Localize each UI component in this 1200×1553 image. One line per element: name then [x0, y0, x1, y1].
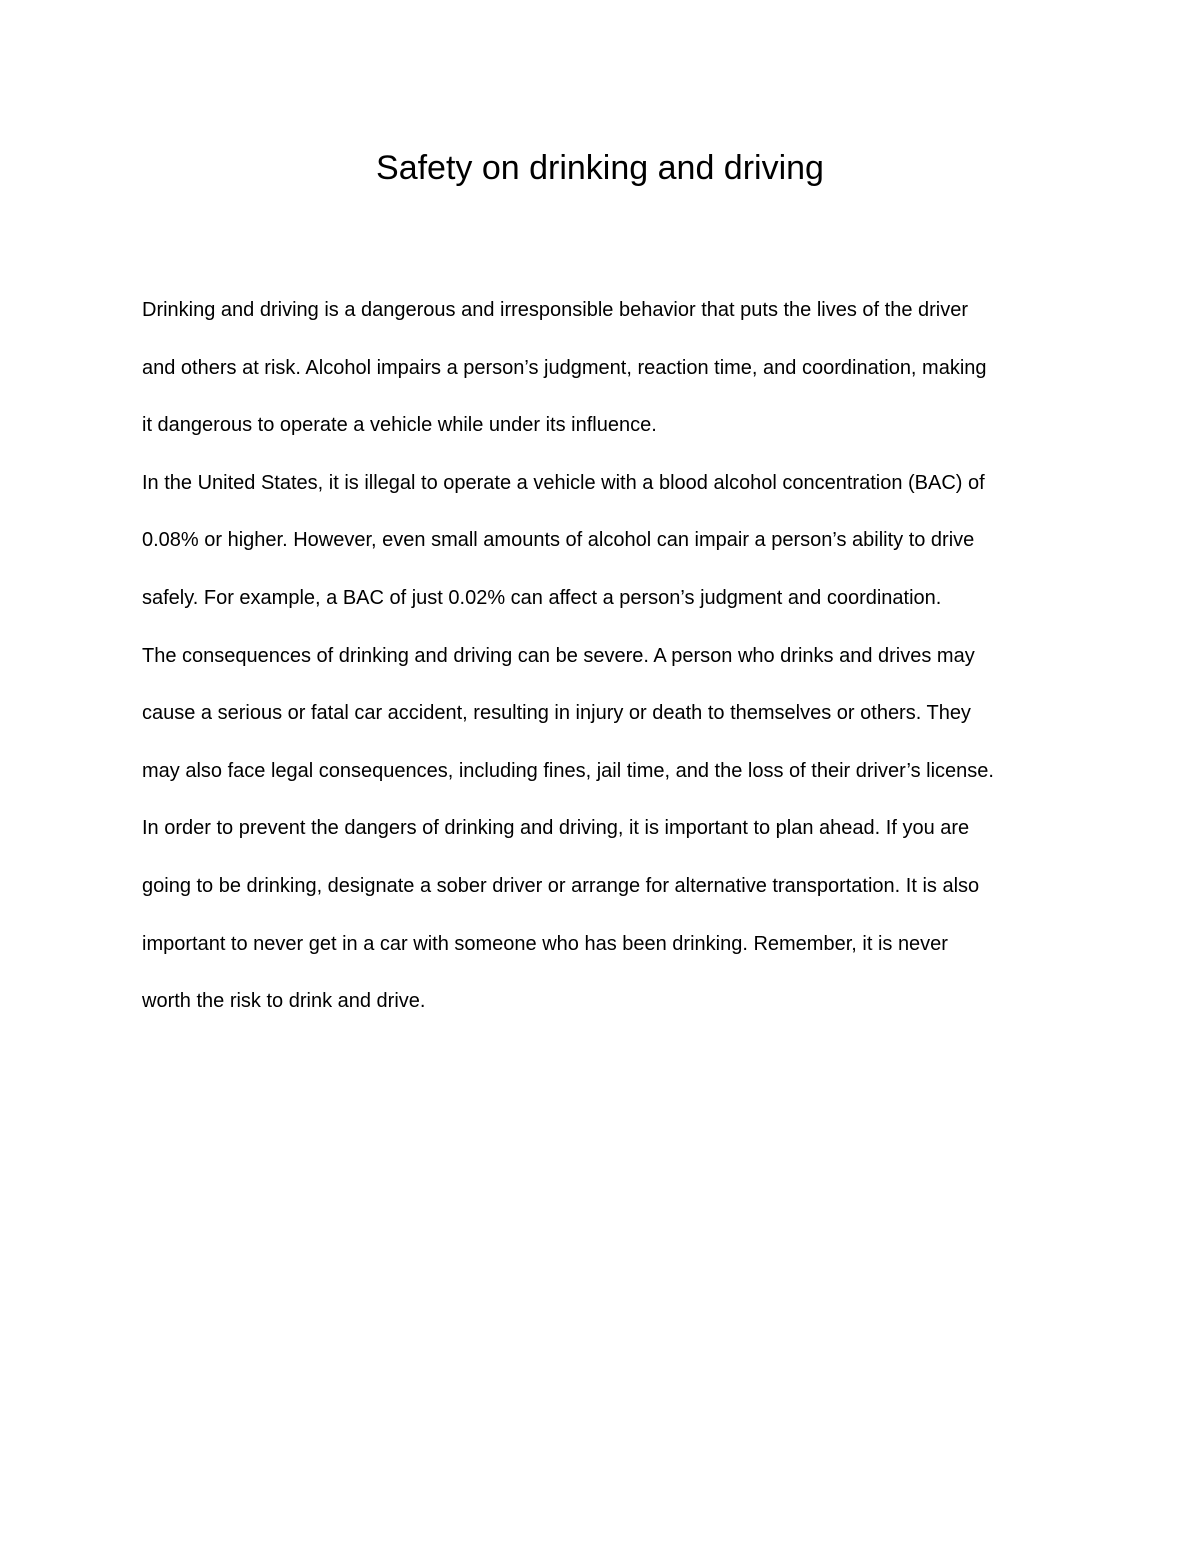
- document-body: [142, 287, 1102, 1036]
- text-line: 0.08% or higher. However, even small amounts of alcohol can impair a person’s ability to drive: [142, 529, 975, 552]
- text-line: Drinking and driving is a dangerous and irresponsible behavior that puts the lives of the driver: [142, 299, 969, 321]
- text-line: and others at risk. Alcohol impairs a person’s judgment, reaction time, and coordination, making: [142, 356, 987, 379]
- paragraph-bac-limits: [142, 460, 1102, 633]
- text-line: going to be drinking, designate a sober driver or arrange for alternative transportation. It is also: [142, 874, 980, 897]
- text-line: worth the risk to drink and drive.: [142, 990, 426, 1013]
- text-line: cause a serious or fatal car accident, resulting in injury or death to themselves or others. They: [142, 702, 971, 725]
- paragraph-prevention: [142, 805, 1102, 1035]
- text-line: important to never get in a car with someone who has been drinking. Remember, it is never: [142, 932, 948, 955]
- text-line: safely. For example, a BAC of just 0.02% can affect a person’s judgment and coordination.: [142, 586, 942, 609]
- document-title: Safety on drinking and driving: [376, 149, 824, 187]
- text-line: In order to prevent the dangers of drinking and driving, it is important to plan ahead. If you are: [142, 817, 970, 840]
- text-line: The consequences of drinking and driving can be severe. A person who drinks and drives may: [142, 644, 975, 667]
- paragraph-consequences: [142, 633, 1102, 806]
- text-line: it dangerous to operate a vehicle while under its influence.: [142, 414, 657, 437]
- paragraph-intro: [142, 287, 1102, 460]
- text-line: may also face legal consequences, including fines, jail time, and the loss of their driver’s license.: [142, 759, 994, 782]
- text-line: In the United States, it is illegal to operate a vehicle with a blood alcohol concentration (BAC) of: [142, 471, 985, 494]
